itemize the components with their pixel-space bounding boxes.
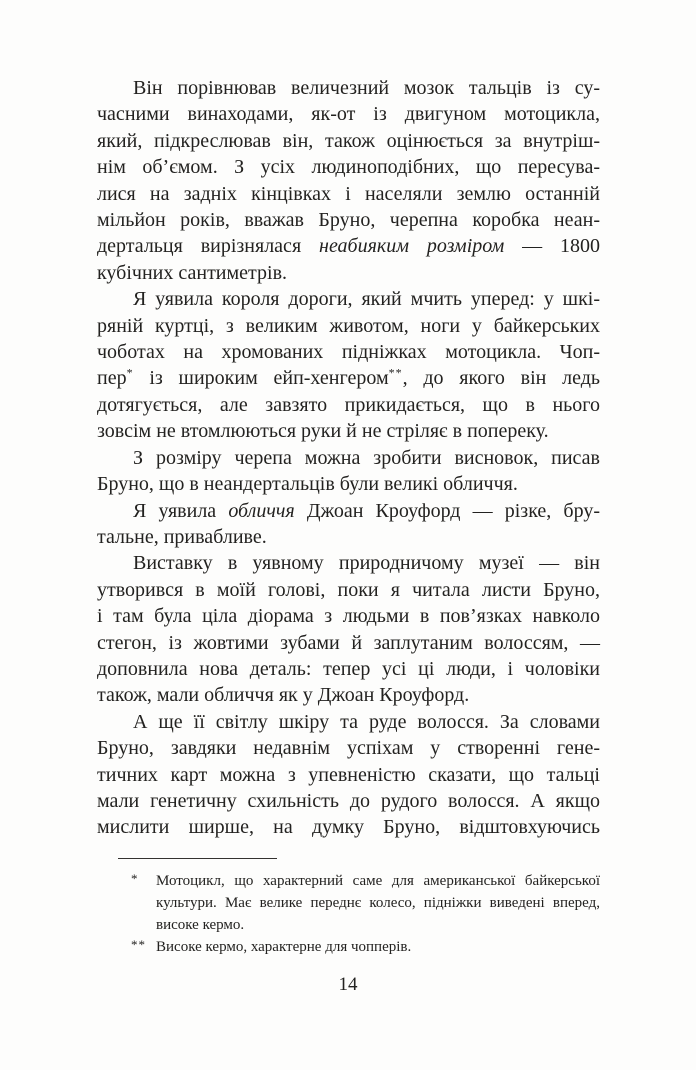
text-line: утворився в моїй голові, поки я читала листи Бруно,	[97, 578, 600, 601]
footnote-separator	[118, 858, 277, 859]
text-segment: пер	[97, 367, 127, 390]
text-segment: — 1800	[504, 235, 601, 258]
text-line	[97, 233, 600, 259]
paragraph	[97, 550, 600, 708]
footnote-text: Високе кермо, характерне для чопперів.	[156, 939, 412, 955]
text-line: мільйон років, вважав Бруно, черепна коробка неан-	[97, 209, 600, 232]
footnote-item	[97, 870, 600, 936]
text-line: ряній куртці, з великим животом, ноги у байкерських	[97, 314, 600, 337]
paragraph	[97, 498, 600, 551]
text-line: чоботах на хромованих підніжках мотоцикла. Чоп-	[97, 341, 600, 364]
footnote-marker: **	[131, 937, 146, 952]
text-segment: дертальця вирізнялася	[97, 235, 320, 258]
italic-emphasis: неабияким розміром	[319, 235, 505, 258]
text-line: А ще її світлу шкіру та руде волосся. За словами	[133, 710, 600, 733]
page-number: 14	[338, 974, 358, 995]
text-line: мислити ширше, на думку Бруно, відштовхуючись	[97, 816, 600, 839]
footnote-reference-marker: **	[388, 365, 403, 380]
text-line: і там була ціла діорама з людьми в пов’язках навколо	[97, 605, 600, 628]
footnote-marker: *	[131, 871, 139, 886]
text-segment: із широким ейп-хенгером	[133, 367, 389, 390]
text-line: кубічних сантиметрів.	[97, 261, 288, 284]
text-segment: Я уявила	[133, 499, 229, 522]
text-line: який, підкреслював він, також оцінюється за внутріш-	[97, 129, 600, 152]
text-segment: Джоан Кроуфорд — різке, бру-	[294, 499, 600, 522]
text-line: часними винаходами, як-от із двигуном мотоцикла,	[97, 103, 600, 126]
paragraph	[97, 286, 600, 444]
text-line: З розміру черепа можна зробити висновок, писав	[133, 446, 600, 469]
text-line: тичних карт можна з упевненістю сказати, що тальці	[97, 763, 600, 786]
paragraph	[97, 709, 600, 841]
text-line: також, мали обличчя як у Джоан Кроуфорд.	[97, 684, 470, 707]
text-line: Бруно, що в неандертальців були великі обличчя.	[97, 473, 518, 496]
text-line: лися на задніх кінцівках і населяли землю останній	[97, 182, 600, 205]
text-line: стегон, із жовтими зубами й заплутаним волоссям, —	[97, 631, 600, 654]
text-line: нім об’ємом. З усіх людиноподібних, що пересува-	[97, 156, 600, 179]
body-text	[97, 75, 600, 841]
text-line: Виставку в уявному природничому музеї — він	[133, 552, 600, 575]
text-line: Бруно, завдяки недавнім успіхам у створенні гене-	[97, 737, 600, 760]
text-line	[97, 365, 600, 391]
italic-emphasis: обличчя	[228, 499, 295, 522]
footnotes-list	[97, 870, 600, 958]
text-line: мали генетичну схильність до рудого волосся. А якщо	[97, 789, 600, 812]
text-line: Я уявила короля дороги, який мчить уперед: у шкі-	[133, 288, 600, 311]
text-line: тальне, привабливе.	[97, 525, 267, 548]
footnote-text: Мотоцикл, що характерний саме для американської байкерської культури. Має велике переднє колесо, підніжки виведені вперед, високе кермо.	[156, 873, 600, 933]
text-line: Він порівнював величезний мозок тальців із су-	[133, 77, 600, 99]
text-line: дотягується, але завзято прикидається, що в нього	[97, 393, 600, 416]
footnote-item	[97, 936, 600, 958]
text-line: зовсім не втомлюються руки й не стріляє в попереку.	[97, 420, 549, 443]
footnotes-section	[97, 858, 600, 958]
footnote-reference-marker: *	[126, 365, 134, 380]
paragraph	[97, 75, 600, 286]
text-line	[97, 498, 600, 524]
text-segment: , до якого він ледь	[402, 367, 600, 390]
paragraph	[97, 445, 600, 498]
text-line: доповнила нова деталь: тепер усі ці люди, і чоловіки	[97, 657, 600, 680]
